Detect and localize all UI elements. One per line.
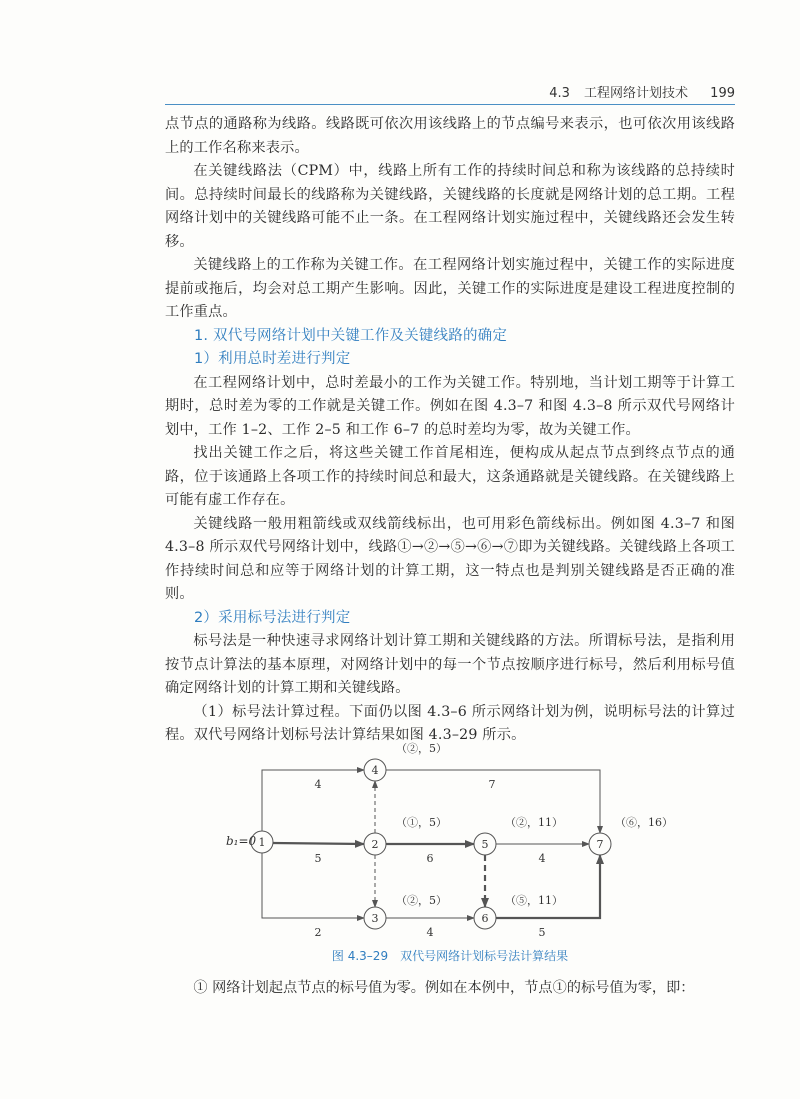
network-diagram-svg — [220, 738, 700, 970]
paragraph-2: 在关键线路法（CPM）中，线路上所有工作的持续时间总和称为该线路的总持续时间。总持续时间最长的线路称为关键线路，关键线路的长度就是网络计划的总工期。工程网络计划中的关键线路可能不止一条。在工程网络计划实施过程中，关键线路还会发生转移。 — [165, 163, 735, 250]
header-rule — [165, 104, 735, 105]
edge-1-4 — [262, 770, 364, 831]
paragraph-1: 点节点的通路称为线路。线路既可依次用该线路上的节点编号来表示，也可依次用该线路上的工作名称来表示。 — [165, 116, 735, 156]
edge-duration-4-7: 7 — [488, 778, 496, 791]
edge-6-7-critical — [496, 855, 600, 918]
paragraph-9: ① 网络计划起点节点的标号值为零。例如在本例中，节点①的标号值为零，即： — [193, 980, 695, 996]
node-label-6: （⑤，11） — [505, 894, 563, 907]
edge-duration-3-6: 4 — [426, 926, 434, 939]
node-number-2: 2 — [371, 838, 379, 851]
edge-duration-1-4: 4 — [314, 778, 322, 791]
paragraph-5: 找出关键工作之后，将这些关键工作首尾相连，便构成从起点节点到终点节点的通路，位于该通路上各项工作的持续时间总和最大，这条通路就是关键线路。在关键线路上可能有虚工作存在。 — [165, 445, 735, 508]
figure-caption: 图 4.3–29 双代号网络计划标号法计算结果 — [331, 949, 569, 963]
paragraph-3: 关键线路上的工作称为关键工作。在工程网络计划实施过程中，关键工作的实际进度提前或拖后，均会对总工期产生影响。因此，关键工作的实际进度是建设工程进度控制的工作重点。 — [165, 257, 735, 320]
running-header — [165, 82, 735, 100]
node-number-1: 1 — [258, 836, 266, 849]
page-number: 199 — [710, 86, 735, 101]
paragraph-8: （1）标号法计算过程。下面仍以图 4.3–6 所示网络计划为例，说明标号法的计算过程。双代号网络计划标号法计算结果如图 4.3–29 所示。 — [165, 703, 735, 743]
node-number-3: 3 — [371, 912, 379, 925]
node-number-4: 4 — [371, 764, 379, 777]
header-title: 工程网络计划技术 — [584, 86, 689, 101]
network-diagram — [220, 738, 700, 970]
edge-duration-1-3: 2 — [314, 926, 322, 939]
edge-1-3 — [262, 853, 364, 918]
node-label-4: （②，5） — [396, 742, 447, 755]
section-heading-1: 1. 双代号网络计划中关键工作及关键线路的确定 — [194, 327, 508, 344]
subsection-heading-1: 1）利用总时差进行判定 — [194, 351, 351, 367]
node-number-5: 5 — [481, 838, 489, 851]
paragraph-6: 关键线路一般用粗箭线或双线箭线标出，也可用彩色箭线标出。例如图 4.3–7 和图 4.3–8 所示双代号网络计划中，线路①→②→⑤→⑥→⑦即为关键线路。关键线路上各项工作持续时间总和应等于网络计划的计算工期，这一特点也是判别关键线路是否正确的准则。 — [165, 515, 735, 602]
edge-duration-2-5: 6 — [426, 852, 434, 865]
header-section-number: 4.3 — [549, 86, 570, 101]
start-node-label: b₁=0 — [226, 834, 257, 848]
paragraph-4: 在工程网络计划中，总时差最小的工作为关键工作。特别地，当计划工期等于计算工期时，总时差为零的工作就是关键工作。例如在图 4.3–7 和图 4.3–8 所示双代号网络计划中，工作 1–2、工作 2–5 和工作 6–7 的总时差均为零，故为关键工作。 — [165, 374, 735, 438]
body-text — [165, 113, 735, 748]
paragraph-7: 标号法是一种快速寻求网络计划计算工期和关键线路的方法。所谓标号法，是指利用按节点计算法的基本原理，对网络计划中的每一个节点按顺序进行标号，然后利用标号值确定网络计划的计算工期和关键线路。 — [165, 633, 735, 696]
node-label-7: （⑥，16） — [615, 816, 673, 829]
edge-duration-1-2: 5 — [314, 852, 322, 865]
node-number-6: 6 — [481, 912, 489, 925]
edge-1-2-critical — [273, 843, 364, 844]
edge-duration-5-7: 4 — [538, 852, 546, 865]
node-label-3: （②，5） — [396, 894, 447, 907]
node-label-2: （①，5） — [396, 816, 447, 829]
edge-duration-6-7: 5 — [538, 926, 546, 939]
node-label-5: （②，11） — [505, 816, 563, 829]
node-number-7: 7 — [596, 838, 604, 851]
subsection-heading-2: 2）采用标号法进行判定 — [194, 609, 351, 626]
